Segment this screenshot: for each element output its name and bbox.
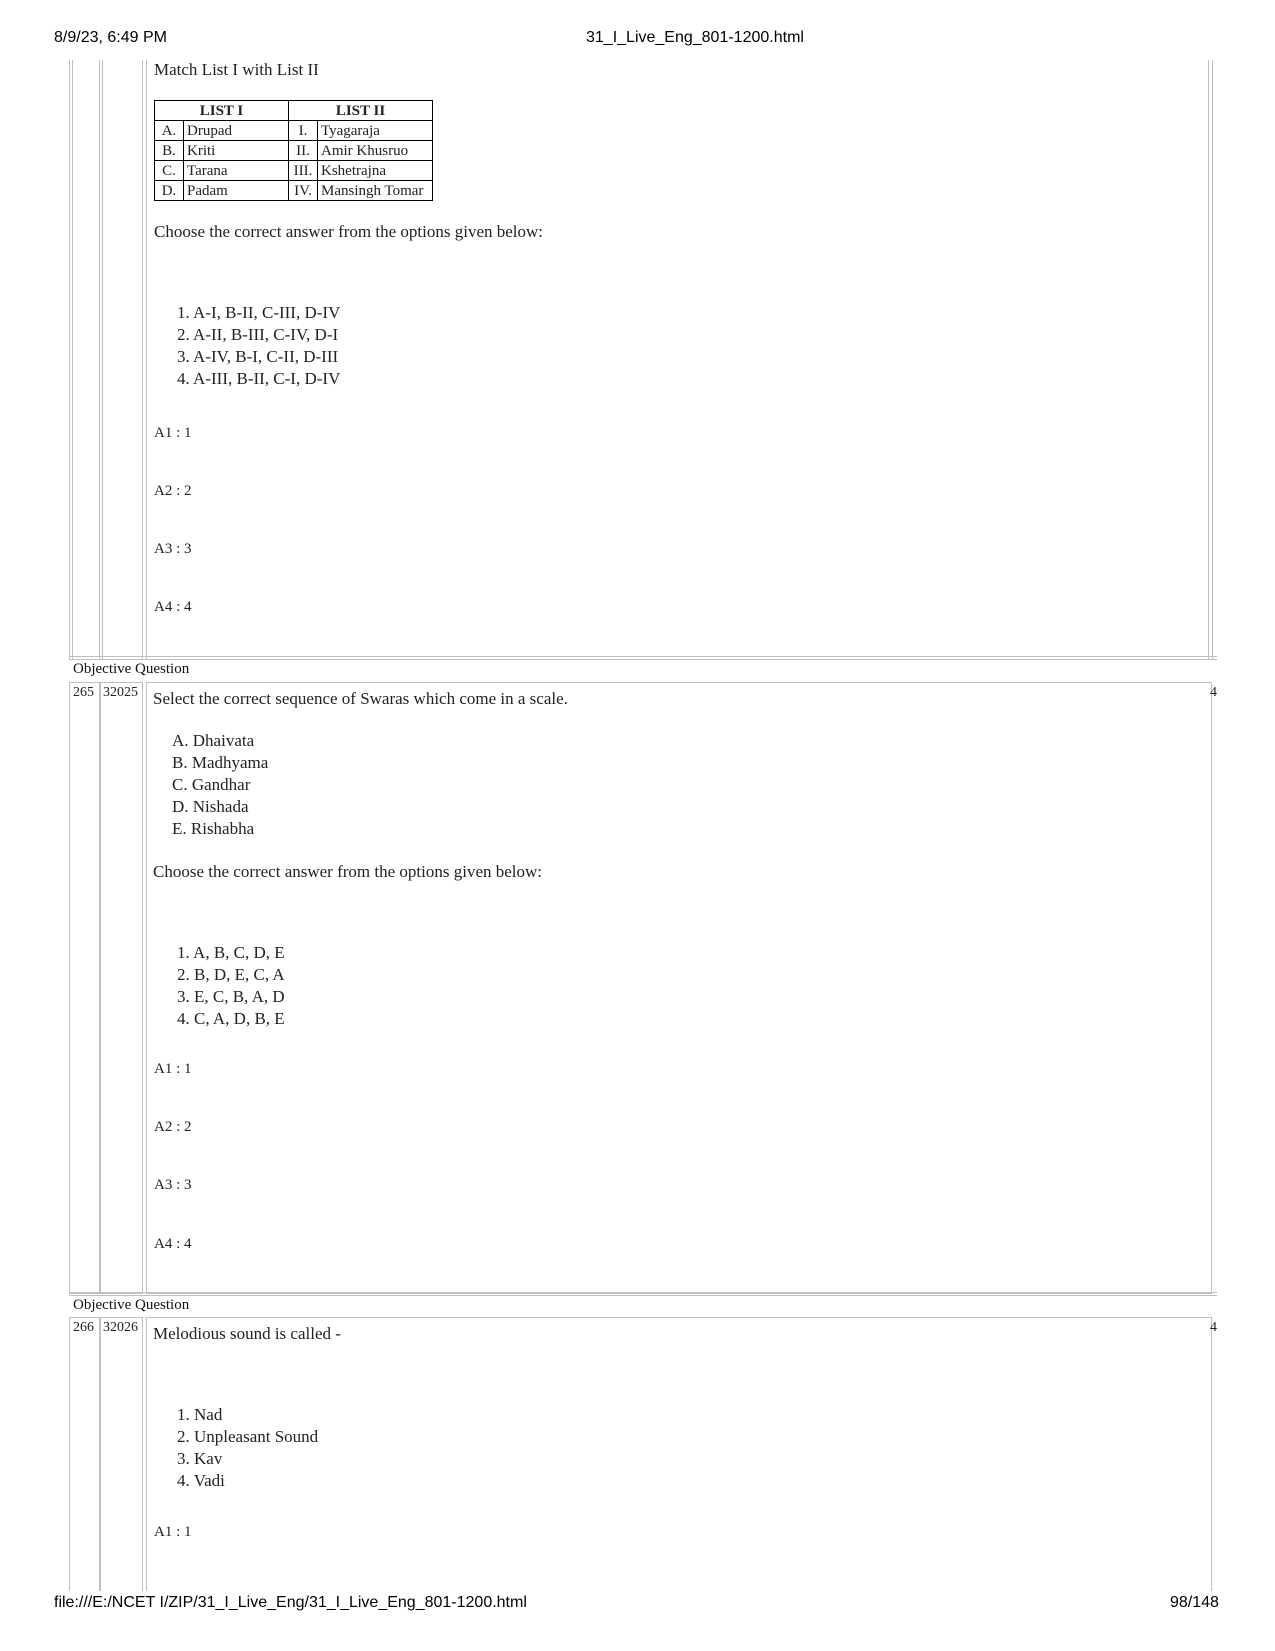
answer-option: 3. Kav xyxy=(177,1449,223,1468)
question-number-cell xyxy=(69,1317,100,1591)
answer-option: 2. Unpleasant Sound xyxy=(177,1427,319,1446)
list-ii-index: III. xyxy=(289,161,318,181)
list-ii-index: IV. xyxy=(289,181,318,201)
question-instruction: Choose the correct answer from the options given below: xyxy=(154,222,544,241)
list-i-item: Tarana xyxy=(184,161,289,181)
answer-key: A3 : 3 xyxy=(154,541,192,557)
row-divider xyxy=(69,1292,1217,1296)
question-stem: Melodious sound is called - xyxy=(153,1324,341,1343)
list-i-index: D. xyxy=(155,181,184,201)
question-id-cell xyxy=(100,682,143,1294)
answer-key: A1 : 1 xyxy=(154,1524,192,1540)
document-title: 31_I_Live_Eng_801-1200.html xyxy=(586,29,804,46)
sequence-item: C. Gandhar xyxy=(172,775,251,794)
list-i-item: Padam xyxy=(184,181,289,201)
question-instruction: Choose the correct answer from the options given below: xyxy=(153,862,543,881)
sequence-item: B. Madhyama xyxy=(172,753,269,772)
question-number: 265 xyxy=(73,685,94,700)
list-ii-item: Tyagaraja xyxy=(318,121,433,141)
question-id: 32025 xyxy=(103,685,138,700)
page-number: 98/148 xyxy=(1170,1594,1219,1611)
table-row xyxy=(155,121,433,141)
file-path: file:///E:/NCET I/ZIP/31_I_Live_Eng/31_I_Live_Eng_801-1200.html xyxy=(54,1594,527,1611)
row-divider xyxy=(69,656,1217,660)
table-border xyxy=(146,60,147,660)
answer-key: A1 : 1 xyxy=(154,1061,192,1077)
question-content-cell xyxy=(146,1317,1212,1591)
sequence-item: A. Dhaivata xyxy=(172,731,255,750)
question-number: 266 xyxy=(73,1320,94,1335)
question-number-cell xyxy=(69,682,100,1294)
answer-option: 1. A-I, B-II, C-III, D-IV xyxy=(177,303,341,322)
table-border xyxy=(142,60,143,660)
sequence-item: D. Nishada xyxy=(172,797,249,816)
question-marks: 4 xyxy=(1210,685,1217,700)
list-ii-index: II. xyxy=(289,141,318,161)
table-border xyxy=(102,60,103,660)
answer-key: A4 : 4 xyxy=(154,1236,192,1252)
answer-key: A3 : 3 xyxy=(154,1177,192,1193)
answer-option: 3. A-IV, B-I, C-II, D-III xyxy=(177,347,339,366)
list-ii-item: Amir Khusruo xyxy=(318,141,433,161)
print-timestamp: 8/9/23, 6:49 PM xyxy=(54,29,167,46)
section-label: Objective Question xyxy=(73,1297,190,1313)
answer-key: A4 : 4 xyxy=(154,599,192,615)
table-row xyxy=(155,161,433,181)
table-border xyxy=(99,60,100,660)
answer-key: A2 : 2 xyxy=(154,1119,192,1135)
answer-key: A2 : 2 xyxy=(154,483,192,499)
table-row xyxy=(155,181,433,201)
list-ii-index: I. xyxy=(289,121,318,141)
list-ii-header: LIST II xyxy=(289,101,433,121)
match-table xyxy=(154,100,433,201)
table-border xyxy=(1212,60,1213,660)
answer-option: 4. Vadi xyxy=(177,1471,225,1490)
list-i-header: LIST I xyxy=(155,101,289,121)
list-i-item: Drupad xyxy=(184,121,289,141)
table-border xyxy=(69,60,70,660)
question-id-cell xyxy=(100,1317,143,1591)
table-border xyxy=(1208,60,1209,660)
answer-key: A1 : 1 xyxy=(154,425,192,441)
answer-option: 1. A, B, C, D, E xyxy=(177,943,285,962)
question-stem: Select the correct sequence of Swaras which come in a scale. xyxy=(153,689,568,708)
table-row xyxy=(155,141,433,161)
answer-option: 2. B, D, E, C, A xyxy=(177,965,285,984)
question-marks: 4 xyxy=(1210,1320,1217,1335)
list-ii-item: Kshetrajna xyxy=(318,161,433,181)
list-i-index: A. xyxy=(155,121,184,141)
section-label: Objective Question xyxy=(73,661,190,677)
answer-option: 4. C, A, D, B, E xyxy=(177,1009,285,1028)
question-stem: Match List I with List II xyxy=(154,60,319,79)
table-border xyxy=(72,60,73,660)
list-ii-item: Mansingh Tomar xyxy=(318,181,433,201)
list-i-index: C. xyxy=(155,161,184,181)
list-i-index: B. xyxy=(155,141,184,161)
list-i-item: Kriti xyxy=(184,141,289,161)
answer-option: 4. A-III, B-II, C-I, D-IV xyxy=(177,369,341,388)
question-id: 32026 xyxy=(103,1320,138,1335)
question-content-cell xyxy=(146,682,1212,1294)
answer-option: 1. Nad xyxy=(177,1405,223,1424)
sequence-item: E. Rishabha xyxy=(172,819,255,838)
answer-option: 3. E, C, B, A, D xyxy=(177,987,285,1006)
answer-option: 2. A-II, B-III, C-IV, D-I xyxy=(177,325,339,344)
